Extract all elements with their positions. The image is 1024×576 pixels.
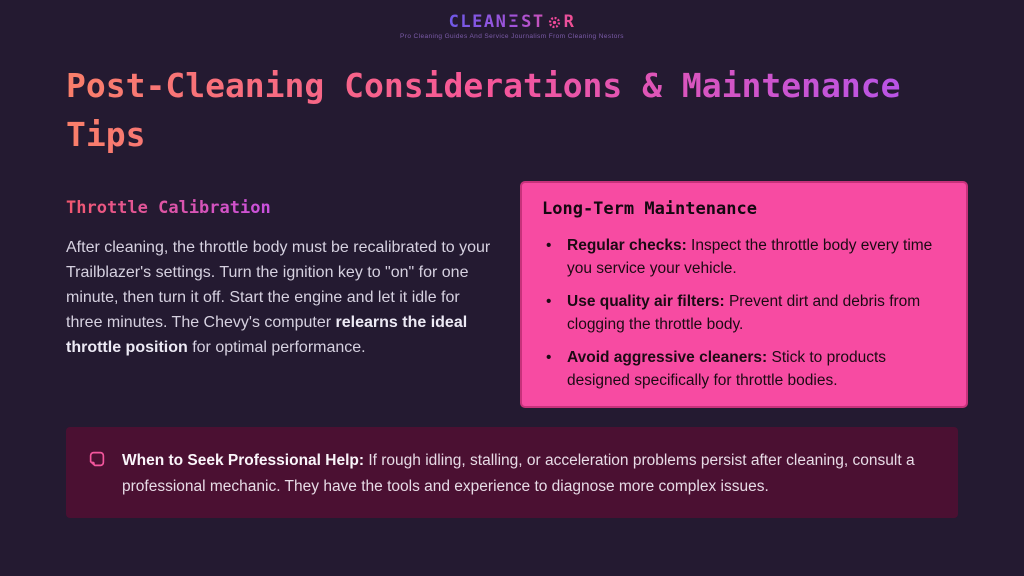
logo-text-clean: CLEAN xyxy=(448,12,508,32)
logo-stylized-e: Ξ xyxy=(508,12,521,32)
list-item xyxy=(542,290,946,336)
logo-tagline: Pro Cleaning Guides And Service Journalism From Cleaning Nestors xyxy=(400,33,624,40)
bullet-icon: • xyxy=(546,293,552,310)
bullet-icon: • xyxy=(546,349,552,366)
paragraph-text: for optimal performance. xyxy=(187,339,366,356)
paragraph-bold-text: relearns the ideal throttle position xyxy=(66,314,468,356)
throttle-calibration-heading: Throttle Calibration xyxy=(66,198,271,218)
paragraph-text: After cleaning, the throttle body must be recalibrated to your Trailblazer's settings. Turn the ignition key to "on" for one minute, then turn it off. Start the engine and let it idle for three minutes. The Chevy's computer xyxy=(66,239,491,331)
throttle-calibration-section xyxy=(66,181,500,408)
list-item-label: Use quality air filters: xyxy=(567,293,725,310)
page-title: Post-Cleaning Considerations & Maintenance Tips xyxy=(66,61,950,159)
callout-label: When to Seek Professional Help: xyxy=(122,452,365,469)
logo-text-r: R xyxy=(563,12,576,32)
list-item-text: Prevent dirt and debris from clogging the throttle body. xyxy=(567,293,921,333)
callout-body: If rough idling, stalling, or acceleration problems persist after cleaning, consult a professional mechanic. They have the tools and experience to diagnose more complex issues. xyxy=(122,452,915,495)
list-item xyxy=(542,346,946,392)
bullet-icon: • xyxy=(546,237,552,254)
list-item-label: Avoid aggressive cleaners: xyxy=(567,349,768,366)
logo-text-st: ST xyxy=(521,12,545,32)
list-item-text: Stick to products designed specifically for throttle bodies. xyxy=(567,349,887,389)
callout-text xyxy=(122,448,934,500)
note-icon xyxy=(88,450,106,468)
long-term-maintenance-heading: Long-Term Maintenance xyxy=(542,199,757,219)
long-term-maintenance-panel xyxy=(520,181,968,408)
header xyxy=(0,0,1024,40)
gear-icon xyxy=(547,15,562,30)
list-item-text: Inspect the throttle body every time you service your vehicle. xyxy=(567,237,933,277)
list-item-label: Regular checks: xyxy=(567,237,687,254)
list-item xyxy=(542,234,946,280)
cleanestor-logo xyxy=(449,12,576,32)
content-row xyxy=(66,181,968,408)
throttle-calibration-paragraph xyxy=(66,235,500,360)
professional-help-callout xyxy=(66,427,958,518)
maintenance-list xyxy=(542,234,946,392)
